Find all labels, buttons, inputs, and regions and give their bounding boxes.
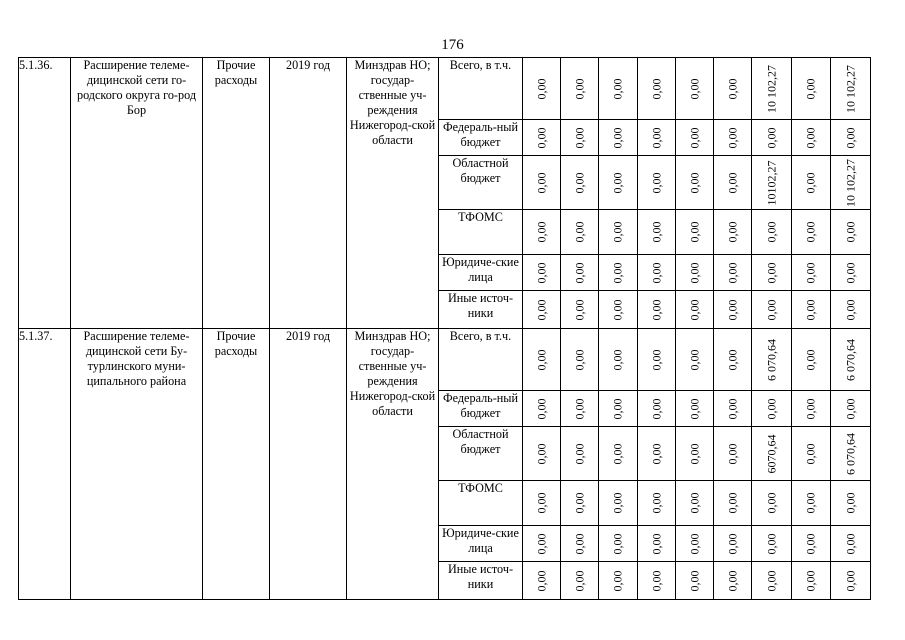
value-text: 0,00	[572, 172, 586, 193]
value-cell	[561, 291, 599, 329]
value-text: 0,00	[843, 398, 857, 419]
funding-source: ТФОМС	[439, 481, 523, 526]
value-cell	[831, 291, 871, 329]
value-text: 0,00	[843, 492, 857, 514]
value-text: 0,00	[534, 492, 548, 514]
value-text: 10 102,27	[843, 64, 857, 113]
value-text: 0,00	[534, 570, 548, 591]
value-text: 0,00	[687, 492, 701, 514]
table-body	[19, 58, 871, 600]
item-year: 2019 год	[270, 58, 347, 329]
value-cell	[638, 120, 676, 156]
item-expense: Прочие расходы	[203, 58, 270, 329]
value-text: 0,00	[649, 533, 663, 554]
funding-source: Всего, в т.ч.	[439, 329, 523, 391]
value-cell	[638, 481, 676, 526]
funding-source: Всего, в т.ч.	[439, 58, 523, 120]
value-cell	[831, 562, 871, 600]
value-cell	[792, 156, 831, 210]
value-text: 0,00	[803, 172, 818, 193]
value-cell	[831, 427, 871, 481]
value-text: 0,00	[534, 262, 548, 283]
value-text: 0,00	[843, 221, 857, 243]
value-text: 0,00	[803, 221, 818, 243]
value-text: 0,00	[649, 262, 663, 283]
value-text: 0,00	[572, 492, 586, 514]
value-cell	[561, 481, 599, 526]
value-text: 0,00	[534, 349, 548, 370]
value-cell	[792, 291, 831, 329]
value-cell	[792, 427, 831, 481]
value-cell	[831, 526, 871, 562]
value-text: 0,00	[687, 443, 701, 464]
item-expense: Прочие расходы	[203, 329, 270, 600]
value-cell	[752, 210, 792, 255]
value-cell	[676, 427, 714, 481]
value-cell	[638, 391, 676, 427]
value-text: 0,00	[803, 127, 818, 148]
value-cell	[752, 255, 792, 291]
value-text: 0,00	[534, 172, 548, 193]
value-cell	[831, 58, 871, 120]
item-year: 2019 год	[270, 329, 347, 600]
value-text: 0,00	[572, 78, 586, 99]
value-text: 0,00	[649, 299, 663, 320]
item-code: 5.1.37.	[19, 329, 71, 600]
value-text: 0,00	[572, 398, 586, 419]
value-cell	[752, 58, 792, 120]
value-cell	[831, 156, 871, 210]
value-text: 0,00	[764, 127, 778, 148]
value-text: 0,00	[572, 127, 586, 148]
value-text: 0,00	[534, 127, 548, 148]
value-text: 0,00	[649, 570, 663, 591]
value-text: 0,00	[803, 349, 818, 370]
value-cell	[792, 526, 831, 562]
value-cell	[676, 391, 714, 427]
value-text: 0,00	[843, 299, 857, 320]
value-text: 0,00	[572, 570, 586, 591]
value-text: 0,00	[649, 127, 663, 148]
value-cell	[752, 156, 792, 210]
value-cell	[714, 291, 752, 329]
value-cell	[714, 391, 752, 427]
value-cell	[676, 562, 714, 600]
value-cell	[599, 427, 638, 481]
value-text: 0,00	[687, 349, 701, 370]
value-cell	[792, 391, 831, 427]
value-text: 0,00	[534, 299, 548, 320]
value-cell	[676, 526, 714, 562]
value-cell	[523, 210, 561, 255]
value-cell	[792, 481, 831, 526]
value-text: 0,00	[610, 570, 625, 591]
value-cell	[752, 427, 792, 481]
value-cell	[561, 526, 599, 562]
funding-source: Областной бюджет	[439, 156, 523, 210]
value-text: 0,00	[803, 443, 818, 464]
value-text: 0,00	[610, 349, 625, 370]
value-text: 0,00	[725, 262, 739, 283]
value-cell	[523, 255, 561, 291]
value-text: 6070,64	[764, 434, 778, 473]
funding-source: Федераль-ный бюджет	[439, 120, 523, 156]
value-text: 0,00	[803, 262, 818, 283]
value-text: 0,00	[687, 398, 701, 419]
value-cell	[599, 255, 638, 291]
value-text: 10 102,27	[843, 158, 857, 207]
item-name: Расширение телеме-дицинской сети Бу-турлинского муни-ципального района	[71, 329, 203, 600]
value-text: 0,00	[803, 299, 818, 320]
value-cell	[714, 120, 752, 156]
value-cell	[714, 58, 752, 120]
value-cell	[638, 329, 676, 391]
value-text: 0,00	[649, 172, 663, 193]
value-cell	[638, 255, 676, 291]
value-text: 0,00	[687, 172, 701, 193]
value-text: 6 070,64	[764, 338, 778, 381]
value-text: 0,00	[764, 492, 778, 514]
value-cell	[523, 391, 561, 427]
value-cell	[638, 210, 676, 255]
value-cell	[714, 562, 752, 600]
value-cell	[752, 562, 792, 600]
value-cell	[638, 562, 676, 600]
value-cell	[714, 481, 752, 526]
value-text: 6 070,64	[843, 338, 857, 381]
budget-table	[18, 57, 871, 600]
value-cell	[831, 120, 871, 156]
value-text: 0,00	[572, 349, 586, 370]
value-cell	[714, 210, 752, 255]
value-cell	[599, 562, 638, 600]
value-text: 0,00	[687, 533, 701, 554]
value-text: 0,00	[843, 570, 857, 591]
value-cell	[752, 391, 792, 427]
value-text: 0,00	[725, 533, 739, 554]
value-cell	[599, 120, 638, 156]
value-cell	[676, 255, 714, 291]
table-row	[19, 329, 871, 391]
item-responsible: Минздрав НО; государ-ственные уч-реждения Нижегород-ской области	[347, 58, 439, 329]
item-name: Расширение телеме-дицинской сети го-родского округа го-род Бор	[71, 58, 203, 329]
value-cell	[523, 120, 561, 156]
item-code: 5.1.36.	[19, 58, 71, 329]
value-cell	[561, 329, 599, 391]
value-cell	[714, 427, 752, 481]
value-text: 0,00	[534, 398, 548, 419]
value-cell	[561, 156, 599, 210]
value-text: 0,00	[725, 221, 739, 243]
value-text: 0,00	[610, 172, 625, 193]
value-text: 0,00	[764, 398, 778, 419]
funding-source: Иные источ-ники	[439, 291, 523, 329]
value-text: 0,00	[534, 78, 548, 99]
value-cell	[523, 481, 561, 526]
value-cell	[831, 210, 871, 255]
value-cell	[714, 329, 752, 391]
value-text: 0,00	[534, 221, 548, 243]
value-text: 0,00	[649, 349, 663, 370]
value-text: 0,00	[610, 492, 625, 514]
value-text: 0,00	[610, 262, 625, 283]
value-text: 0,00	[764, 299, 778, 320]
value-cell	[792, 562, 831, 600]
value-text: 0,00	[843, 127, 857, 148]
value-text: 0,00	[764, 533, 778, 554]
item-responsible: Минздрав НО; государ-ственные уч-реждения Нижегород-ской области	[347, 329, 439, 600]
value-text: 0,00	[534, 443, 548, 464]
value-text: 0,00	[843, 262, 857, 283]
value-text: 10 102,27	[764, 64, 778, 113]
page-number: 176	[441, 37, 464, 53]
value-cell	[561, 391, 599, 427]
value-text: 0,00	[803, 570, 818, 591]
funding-source: Федераль-ный бюджет	[439, 391, 523, 427]
value-text: 0,00	[725, 349, 739, 370]
funding-source: Юридиче-ские лица	[439, 526, 523, 562]
funding-source: Иные источ-ники	[439, 562, 523, 600]
value-cell	[599, 481, 638, 526]
value-text: 0,00	[610, 221, 625, 243]
value-text: 0,00	[572, 533, 586, 554]
value-cell	[638, 156, 676, 210]
value-text: 10102,27	[764, 160, 778, 205]
value-text: 0,00	[725, 172, 739, 193]
value-text: 0,00	[572, 443, 586, 464]
value-text: 0,00	[610, 398, 625, 419]
value-text: 0,00	[687, 78, 701, 99]
value-text: 0,00	[649, 78, 663, 99]
value-text: 0,00	[687, 127, 701, 148]
value-cell	[792, 58, 831, 120]
value-cell	[792, 210, 831, 255]
value-cell	[792, 329, 831, 391]
value-cell	[752, 120, 792, 156]
value-cell	[523, 156, 561, 210]
value-text: 0,00	[649, 443, 663, 464]
value-cell	[523, 291, 561, 329]
value-cell	[561, 120, 599, 156]
value-text: 0,00	[610, 533, 625, 554]
value-text: 0,00	[572, 221, 586, 243]
value-text: 0,00	[534, 533, 548, 554]
value-text: 0,00	[725, 570, 739, 591]
value-cell	[523, 58, 561, 120]
value-cell	[523, 427, 561, 481]
value-text: 0,00	[572, 262, 586, 283]
value-cell	[561, 427, 599, 481]
value-cell	[638, 291, 676, 329]
value-cell	[714, 156, 752, 210]
value-cell	[676, 481, 714, 526]
value-text: 0,00	[649, 221, 663, 243]
funding-source: Областной бюджет	[439, 427, 523, 481]
value-text: 0,00	[649, 492, 663, 514]
value-cell	[752, 291, 792, 329]
value-cell	[831, 255, 871, 291]
value-cell	[714, 526, 752, 562]
value-cell	[561, 562, 599, 600]
value-cell	[561, 255, 599, 291]
value-cell	[523, 562, 561, 600]
value-text: 0,00	[610, 127, 625, 148]
value-text: 0,00	[803, 398, 818, 419]
value-cell	[523, 329, 561, 391]
value-cell	[638, 526, 676, 562]
value-cell	[831, 391, 871, 427]
value-cell	[676, 210, 714, 255]
value-text: 0,00	[649, 398, 663, 419]
funding-source: ТФОМС	[439, 210, 523, 255]
value-cell	[676, 291, 714, 329]
value-cell	[792, 120, 831, 156]
value-cell	[831, 481, 871, 526]
value-text: 0,00	[610, 78, 625, 99]
table-row	[19, 58, 871, 120]
value-text: 0,00	[764, 262, 778, 283]
value-cell	[561, 58, 599, 120]
value-cell	[676, 58, 714, 120]
value-text: 0,00	[843, 533, 857, 554]
value-text: 0,00	[725, 398, 739, 419]
value-text: 0,00	[803, 78, 818, 99]
funding-source: Юридиче-ские лица	[439, 255, 523, 291]
value-cell	[831, 329, 871, 391]
value-text: 0,00	[725, 443, 739, 464]
value-cell	[638, 427, 676, 481]
value-text: 0,00	[572, 299, 586, 320]
value-text: 0,00	[610, 443, 625, 464]
value-cell	[752, 526, 792, 562]
value-cell	[599, 526, 638, 562]
value-text: 0,00	[725, 78, 739, 99]
value-text: 0,00	[687, 299, 701, 320]
value-cell	[676, 120, 714, 156]
value-text: 0,00	[764, 221, 778, 243]
value-cell	[599, 391, 638, 427]
value-cell	[714, 255, 752, 291]
value-text: 0,00	[725, 299, 739, 320]
value-cell	[752, 329, 792, 391]
value-cell	[599, 291, 638, 329]
value-text: 0,00	[803, 533, 818, 554]
value-text: 0,00	[687, 262, 701, 283]
value-text: 6 070,64	[843, 432, 857, 475]
value-cell	[599, 210, 638, 255]
value-text: 0,00	[764, 570, 778, 591]
value-cell	[676, 329, 714, 391]
value-cell	[792, 255, 831, 291]
value-cell	[638, 58, 676, 120]
value-cell	[523, 526, 561, 562]
value-text: 0,00	[803, 492, 818, 514]
value-text: 0,00	[725, 127, 739, 148]
value-text: 0,00	[687, 570, 701, 591]
value-cell	[752, 481, 792, 526]
value-cell	[561, 210, 599, 255]
value-cell	[676, 156, 714, 210]
value-cell	[599, 329, 638, 391]
value-text: 0,00	[725, 492, 739, 514]
value-text: 0,00	[610, 299, 625, 320]
value-cell	[599, 58, 638, 120]
value-cell	[599, 156, 638, 210]
value-text: 0,00	[687, 221, 701, 243]
